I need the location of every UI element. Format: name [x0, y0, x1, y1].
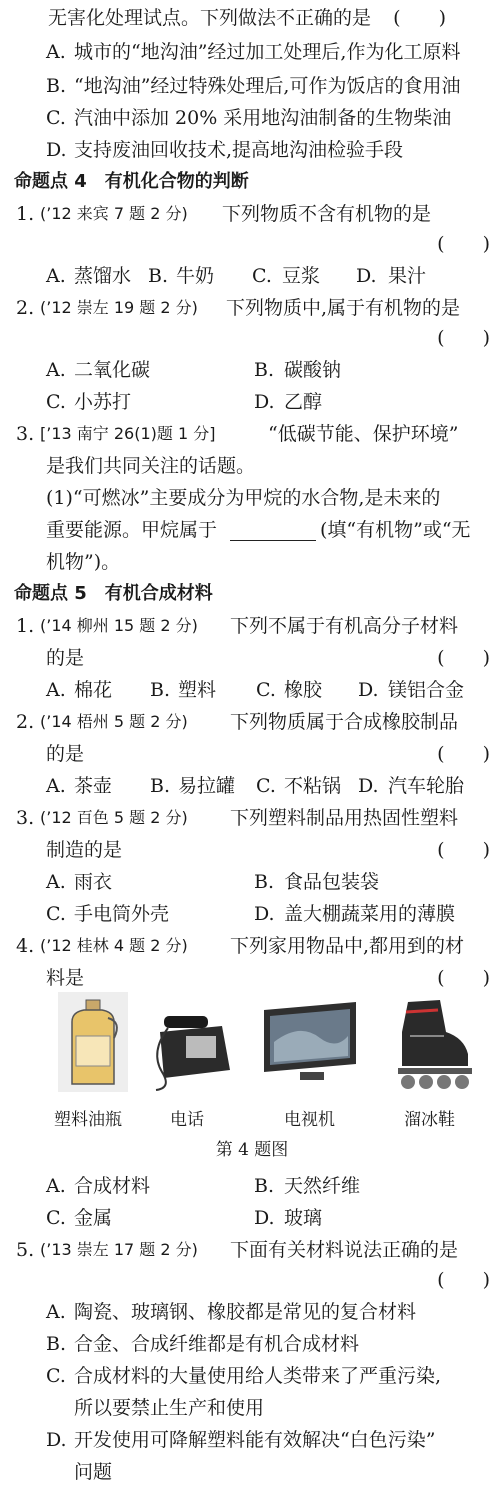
question-line [0, 514, 504, 546]
television-image [260, 992, 360, 1092]
figure-caption: 电话 [170, 1110, 204, 1130]
option-letter: B. [46, 75, 67, 97]
question-text: 下列物质属于合成橡胶制品 [230, 711, 459, 733]
answer-paren: ( ) [437, 1269, 490, 1291]
option-text: 玻璃 [284, 1207, 323, 1229]
question-number: 1. [16, 615, 35, 637]
option-line [0, 898, 504, 930]
option-letter: C. [46, 1207, 66, 1229]
answer-paren: ( ) [437, 647, 490, 669]
option-letter: B. [254, 359, 275, 381]
option-letter: A. [46, 679, 66, 701]
option-text: 果汁 [388, 265, 427, 287]
question-text: (1)“可燃冰”主要成分为甲烷的水合物,是未来的 [46, 487, 441, 509]
option-text: 合成材料 [74, 1175, 151, 1197]
figure-caption: 溜冰鞋 [404, 1110, 455, 1130]
figure-title: 第 4 题图 [215, 1140, 289, 1160]
option-text: 豆浆 [282, 265, 321, 287]
question-line [0, 1234, 504, 1266]
option-letter: B. [254, 871, 275, 893]
question-number: 2. [16, 297, 35, 319]
option-line [0, 1328, 504, 1360]
question-number: 3. [16, 807, 35, 829]
question-number: 1. [16, 203, 35, 225]
option-text: 小苏打 [74, 391, 132, 413]
option-letter: C. [46, 1365, 66, 1387]
option-text: 支持废油回收技术,提高地沟油检验手段 [74, 139, 404, 161]
option-text: 汽油中添加 20% 采用地沟油制备的生物柴油 [74, 107, 452, 129]
question-line [0, 706, 504, 738]
option-letter: D. [254, 903, 275, 925]
option-letter: D. [358, 679, 379, 701]
section-heading [0, 166, 504, 198]
question-line [0, 738, 504, 770]
answer-paren: ( ) [437, 967, 490, 989]
option-text: 乙醇 [284, 391, 323, 413]
question-line [0, 962, 504, 994]
question-source: (’12 百色 5 题 2 分) [40, 808, 188, 827]
option-letter: B. [254, 1175, 275, 1197]
question-source: [’13 南宁 26(1)题 1 分] [40, 424, 216, 443]
question-number: 5. [16, 1239, 35, 1261]
option-letter: D. [46, 139, 67, 161]
question-source: (’12 来宾 7 题 2 分) [40, 204, 188, 223]
answer-line [0, 322, 504, 354]
option-letter: D. [254, 1207, 275, 1229]
question-line [0, 642, 504, 674]
option-line [0, 1202, 504, 1234]
option-letter: B. [150, 775, 171, 797]
telephone-image [142, 992, 238, 1092]
option-text: 不粘锅 [284, 775, 342, 797]
option-text: 易拉罐 [178, 775, 236, 797]
option-letter: B. [148, 265, 169, 287]
option-letter: C. [46, 391, 66, 413]
option-letter: D. [46, 1429, 67, 1451]
option-letter: C. [256, 679, 276, 701]
option-line [0, 674, 504, 706]
option-text: 合金、合成纤维都是有机合成材料 [74, 1333, 360, 1355]
option-line [0, 866, 504, 898]
option-letter: B. [46, 1333, 67, 1355]
question-text: (填“有机物”或“无 [320, 519, 471, 541]
option-letter: A. [46, 1175, 66, 1197]
question-text: 下列家用物品中,都用到的材 [230, 935, 465, 957]
section-heading [0, 578, 504, 610]
option-letter: B. [150, 679, 171, 701]
option-letter: D. [358, 775, 379, 797]
figure-caption: 塑料油瓶 [54, 1110, 122, 1130]
roller-skate-image [384, 992, 476, 1092]
option-text: 茶壶 [74, 775, 113, 797]
option-line [0, 1392, 504, 1424]
option-text: 汽车轮胎 [388, 775, 465, 797]
option-text: 雨衣 [74, 871, 113, 893]
option-letter: D. [254, 391, 275, 413]
answer-paren: ( ) [393, 7, 446, 29]
option-letter: A. [46, 41, 66, 63]
question-text: 无害化处理试点。下列做法不正确的是 [48, 7, 372, 29]
section-heading-text: 命题点 5 有机合成材料 [14, 583, 213, 604]
option-letter: C. [256, 775, 276, 797]
oil-bottle-image [58, 992, 128, 1092]
option-text: 合成材料的大量使用给人类带来了严重污染, [74, 1365, 442, 1387]
option-letter: A. [46, 775, 66, 797]
option-text: 陶瓷、玻璃钢、橡胶都是常见的复合材料 [74, 1301, 417, 1323]
option-text: 城市的“地沟油”经过加工处理后,作为化工原料 [74, 41, 461, 63]
question-line [0, 802, 504, 834]
option-letter: A. [46, 871, 66, 893]
option-text: 手电筒外壳 [74, 903, 170, 925]
question-text: 下列物质不含有机物的是 [222, 203, 432, 225]
question-number: 3. [16, 423, 35, 445]
option-letter: C. [252, 265, 272, 287]
answer-blank[interactable] [230, 520, 316, 541]
option-letter: C. [46, 903, 66, 925]
question-source: (’14 柳州 15 题 2 分) [40, 616, 198, 635]
option-text: 食品包装袋 [284, 871, 380, 893]
question-text: 制造的是 [46, 839, 123, 861]
question-text: 机物”)。 [46, 551, 121, 573]
answer-line [0, 1264, 504, 1296]
figure-caption: 电视机 [284, 1110, 335, 1130]
question-number: 4. [16, 935, 35, 957]
option-text: 塑料 [178, 679, 217, 701]
question-source: (’12 桂林 4 题 2 分) [40, 936, 188, 955]
question-text: 下列不属于有机高分子材料 [230, 615, 459, 637]
option-text: “地沟油”经过特殊处理后,可作为饭店的食用油 [74, 75, 461, 97]
question-line [0, 610, 504, 642]
option-text: 所以要禁止生产和使用 [74, 1397, 265, 1419]
question-text: “低碳节能、保护环境” [268, 423, 459, 445]
section-heading-text: 命题点 4 有机化合物的判断 [14, 171, 249, 192]
option-text: 棉花 [74, 679, 113, 701]
question-text: 的是 [46, 743, 85, 765]
option-line [0, 1424, 504, 1456]
answer-paren: ( ) [437, 233, 490, 255]
option-letter: C. [46, 107, 66, 129]
option-line [0, 1456, 504, 1488]
question-text: 下列物质中,属于有机物的是 [226, 297, 461, 319]
option-line [0, 134, 504, 166]
answer-line [0, 228, 504, 260]
answer-paren: ( ) [437, 839, 490, 861]
option-text: 开发使用可降解塑料能有效解决“白色污染” [74, 1429, 436, 1451]
question-source: (’12 崇左 19 题 2 分) [40, 298, 198, 317]
option-line [0, 102, 504, 134]
question-line [0, 450, 504, 482]
question-number: 2. [16, 711, 35, 733]
option-text: 天然纤维 [284, 1175, 361, 1197]
question-line [0, 198, 504, 230]
option-line [0, 1170, 504, 1202]
option-line [0, 354, 504, 386]
option-line [0, 386, 504, 418]
option-text: 问题 [74, 1461, 113, 1483]
option-line [0, 70, 504, 102]
question-line [0, 834, 504, 866]
option-text: 蒸馏水 [74, 265, 132, 287]
option-text: 碳酸钠 [284, 359, 342, 381]
option-line [0, 1360, 504, 1392]
question-text: 是我们共同关注的话题。 [46, 455, 256, 477]
question-text: 料是 [46, 967, 85, 989]
question-text: 下列塑料制品用热固性塑料 [230, 807, 459, 829]
option-text: 橡胶 [284, 679, 323, 701]
option-text: 盖大棚蔬菜用的薄膜 [284, 903, 456, 925]
question-source: (’14 梧州 5 题 2 分) [40, 712, 188, 731]
option-line [0, 770, 504, 802]
option-line [0, 1296, 504, 1328]
question-source: (’13 崇左 17 题 2 分) [40, 1240, 198, 1259]
option-text: 二氧化碳 [74, 359, 151, 381]
question-line [0, 546, 504, 578]
option-text: 金属 [74, 1207, 113, 1229]
question-text: 的是 [46, 647, 85, 669]
option-letter: A. [46, 265, 66, 287]
question-text: 重要能源。甲烷属于 [46, 519, 218, 541]
answer-paren: ( ) [437, 327, 490, 349]
question-line [0, 292, 504, 324]
option-letter: A. [46, 359, 66, 381]
option-letter: D. [356, 265, 377, 287]
option-letter: A. [46, 1301, 66, 1323]
option-text: 牛奶 [176, 265, 215, 287]
option-line [0, 36, 504, 68]
question-line [0, 482, 504, 514]
question-line [0, 418, 504, 450]
question-line [0, 930, 504, 962]
intro-stem-line [0, 2, 504, 34]
question-text: 下面有关材料说法正确的是 [230, 1239, 459, 1261]
answer-paren: ( ) [437, 743, 490, 765]
option-line [0, 260, 504, 292]
option-text: 镁铝合金 [388, 679, 465, 701]
